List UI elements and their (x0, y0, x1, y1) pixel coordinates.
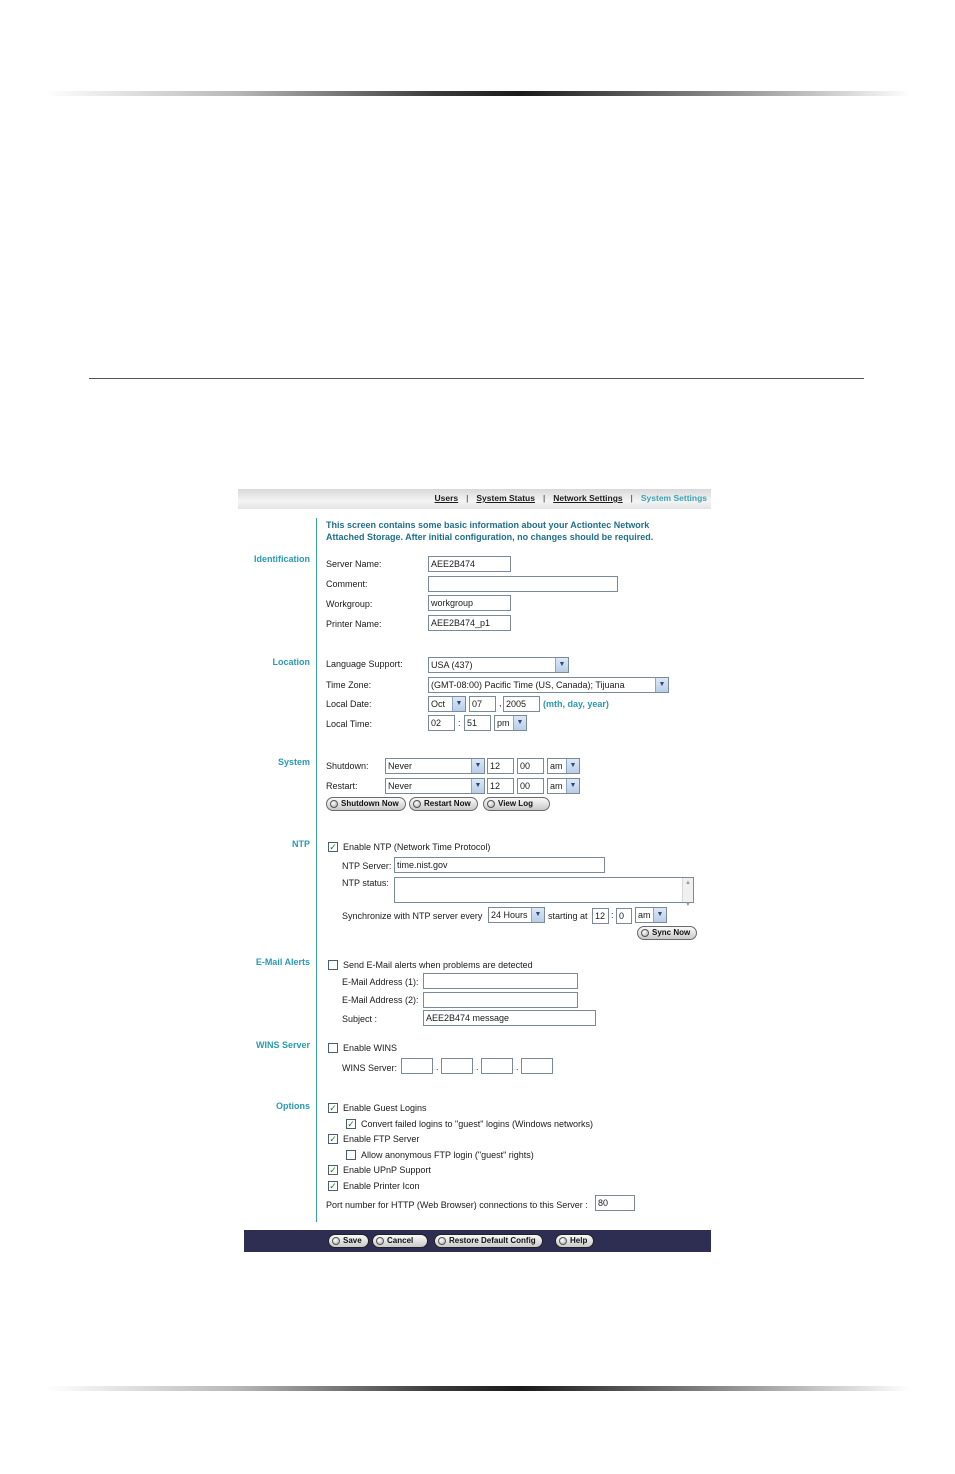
workgroup-label: Workgroup: (326, 599, 373, 609)
wins-server-label: WINS Server: (342, 1063, 398, 1073)
restart-ampm-value: am (550, 781, 563, 791)
chevron-down-icon: ▼ (555, 658, 568, 672)
save-button[interactable] (328, 1234, 369, 1248)
save-label: Save (343, 1236, 362, 1245)
workgroup-input[interactable]: workgroup (428, 595, 511, 611)
printer-name-input[interactable]: AEE2B474_p1 (428, 615, 511, 631)
wins-ip-octet-4-input[interactable] (521, 1058, 553, 1074)
email-subject-label: Subject : (342, 1014, 378, 1024)
ntp-start-colon: : (611, 910, 614, 920)
email-address-1-input[interactable] (423, 973, 578, 989)
date-year-input[interactable]: 2005 (503, 696, 540, 712)
enable-ntp-label: Enable NTP (Network Time Protocol) (343, 842, 491, 852)
cancel-button[interactable] (372, 1234, 428, 1248)
enable-wins-label: Enable WINS (343, 1043, 398, 1053)
nav-system-status[interactable]: System Status (476, 493, 535, 503)
email-address-2-label: E-Mail Address (2): (342, 995, 419, 1005)
cancel-label: Cancel (387, 1236, 414, 1245)
enable-printer-icon-label: Enable Printer Icon (343, 1181, 420, 1191)
time-ampm-select[interactable] (494, 715, 527, 731)
shutdown-schedule-value: Never (388, 761, 413, 771)
section-label-system: System (277, 757, 310, 767)
chevron-down-icon: ▼ (531, 908, 544, 922)
chevron-down-icon: ▼ (513, 716, 526, 730)
wins-ip-dot: . (436, 1062, 439, 1072)
radio-bullet-icon (413, 800, 421, 808)
section-label-email-alerts: E-Mail Alerts (255, 957, 310, 967)
shutdown-now-button[interactable] (326, 797, 406, 811)
radio-bullet-icon (376, 1237, 384, 1245)
enable-ftp-server-checkbox[interactable]: ✓ (329, 1134, 337, 1144)
time-zone-value: (GMT-08:00) Pacific Time (US, Canada); Tijuana (431, 680, 625, 690)
email-subject-input[interactable]: AEE2B474 message (423, 1010, 596, 1026)
time-colon: : (458, 718, 461, 728)
server-name-label: Server Name: (326, 559, 382, 569)
radio-bullet-icon (487, 800, 495, 808)
shutdown-schedule-select[interactable] (385, 758, 485, 774)
radio-bullet-icon (332, 1237, 340, 1245)
enable-email-alerts-label: Send E-Mail alerts when problems are detected (343, 960, 533, 970)
section-label-options: Options (276, 1101, 310, 1111)
ntp-status-label: NTP status: (342, 878, 389, 888)
restart-hour-input[interactable]: 12 (487, 778, 514, 794)
language-support-select[interactable] (428, 657, 569, 673)
restart-minute-input[interactable]: 00 (517, 778, 544, 794)
shutdown-label: Shutdown: (326, 761, 369, 771)
enable-upnp-checkbox[interactable]: ✓ (329, 1165, 337, 1175)
enable-printer-icon-checkbox[interactable]: ✓ (329, 1181, 337, 1191)
intro-text: This screen contains some basic information about your Actiontec Network Attached Storage. After initial configuration, no changes should be required. (326, 520, 654, 542)
date-comma: , (499, 698, 502, 708)
enable-ftp-server-label: Enable FTP Server (343, 1134, 420, 1144)
section-label-identification: Identification (254, 554, 310, 564)
wins-ip-dot: . (476, 1062, 479, 1072)
sync-interval-value: 24 Hours (491, 910, 528, 920)
enable-guest-logins-label: Enable Guest Logins (343, 1103, 427, 1113)
local-time-label: Local Time: (326, 719, 373, 729)
email-address-1-label: E-Mail Address (1): (342, 977, 419, 987)
section-label-wins-server: WINS Server (255, 1040, 310, 1050)
nav-separator: | (630, 493, 633, 503)
restart-schedule-value: Never (388, 781, 413, 791)
date-day-input[interactable]: 07 (469, 696, 496, 712)
footer-action-bar (244, 1230, 711, 1252)
local-date-label: Local Date: (326, 699, 372, 709)
chevron-down-icon: ▼ (471, 759, 484, 773)
section-vertical-divider (316, 518, 317, 1222)
radio-bullet-icon (641, 929, 649, 937)
restart-schedule-select[interactable] (385, 778, 485, 794)
restore-default-config-label: Restore Default Config (449, 1236, 536, 1245)
date-month-select[interactable] (428, 696, 466, 712)
top-navigation-bar (238, 489, 711, 509)
time-zone-label: Time Zone: (326, 680, 372, 690)
convert-failed-logins-checkbox[interactable]: ✓ (347, 1119, 355, 1129)
ntp-server-label: NTP Server: (342, 861, 392, 871)
sync-now-label: Sync Now (652, 928, 691, 937)
section-divider (89, 378, 864, 379)
chevron-down-icon: ▼ (566, 759, 579, 773)
enable-email-alerts-checkbox[interactable] (328, 960, 338, 970)
shutdown-now-label: Shutdown Now (341, 799, 399, 808)
enable-ntp-checkbox[interactable]: ✓ (329, 842, 337, 852)
http-port-label: Port number for HTTP (Web Browser) connections to this Server : (326, 1200, 588, 1210)
restart-label: Restart: (326, 781, 358, 791)
comment-label: Comment: (326, 579, 368, 589)
enable-upnp-label: Enable UPnP Support (343, 1165, 431, 1175)
wins-ip-dot: . (516, 1062, 519, 1072)
ntp-start-minute-input[interactable]: 0 (616, 908, 632, 924)
sync-interval-select[interactable] (488, 907, 545, 923)
time-zone-select[interactable] (428, 677, 669, 693)
ntp-start-ampm-select[interactable] (635, 907, 667, 923)
comment-input[interactable] (428, 576, 618, 592)
date-month-value: Oct (431, 699, 446, 709)
radio-bullet-icon (438, 1237, 446, 1245)
view-log-label: View Log (498, 799, 533, 808)
http-port-input[interactable]: 80 (595, 1195, 635, 1211)
shutdown-ampm-value: am (550, 761, 563, 771)
ntp-start-ampm-value: am (638, 910, 651, 920)
sync-interval-label: Synchronize with NTP server every (342, 911, 483, 921)
date-format-hint: (mth, day, year) (543, 699, 609, 709)
nav-users[interactable]: Users (434, 493, 459, 503)
nav-network-settings[interactable]: Network Settings (553, 493, 623, 503)
nav-separator: | (466, 493, 469, 503)
language-support-label: Language Support: (326, 659, 403, 669)
sync-now-button[interactable] (637, 926, 697, 940)
allow-anonymous-ftp-label: Allow anonymous FTP login ("guest" rights) (361, 1150, 534, 1160)
printer-name-label: Printer Name: (326, 619, 382, 629)
shutdown-hour-input[interactable]: 12 (487, 758, 514, 774)
enable-wins-checkbox[interactable] (328, 1043, 338, 1053)
nav-system-settings[interactable]: System Settings (640, 493, 707, 503)
top-decorative-rule (45, 91, 911, 96)
time-minute-input[interactable]: 51 (464, 715, 491, 731)
wins-ip-octet-1-input[interactable] (401, 1058, 433, 1074)
radio-bullet-icon (330, 800, 338, 808)
restart-ampm-select[interactable] (547, 778, 580, 794)
wins-ip-octet-3-input[interactable] (481, 1058, 513, 1074)
ntp-server-input[interactable]: time.nist.gov (394, 857, 605, 873)
chevron-down-icon: ▼ (655, 678, 668, 692)
enable-guest-logins-checkbox[interactable]: ✓ (329, 1103, 337, 1113)
nav-separator: | (542, 493, 546, 503)
ntp-start-hour-input[interactable]: 12 (592, 908, 609, 924)
allow-anonymous-ftp-checkbox[interactable] (346, 1150, 356, 1160)
server-name-input[interactable]: AEE2B474 (428, 556, 511, 572)
language-support-value: USA (437) (431, 660, 473, 670)
section-label-location: Location (272, 657, 310, 667)
chevron-down-icon: ▼ (566, 779, 579, 793)
chevron-down-icon: ▼ (452, 697, 465, 711)
scrollbar[interactable]: ▲ ▼ (682, 878, 693, 902)
restart-now-label: Restart Now (424, 799, 471, 808)
email-address-2-input[interactable] (423, 992, 578, 1008)
nav-links (435, 493, 707, 503)
starting-at-label: starting at (548, 911, 588, 921)
wins-ip-octet-2-input[interactable] (441, 1058, 473, 1074)
bottom-decorative-rule (45, 1386, 911, 1391)
chevron-down-icon: ▼ (471, 779, 484, 793)
time-ampm-value: pm (497, 718, 510, 728)
ntp-status-textarea[interactable] (394, 877, 694, 908)
view-log-button[interactable] (483, 797, 550, 811)
chevron-down-icon: ▼ (653, 908, 666, 922)
system-settings-screenshot (238, 489, 711, 1254)
restart-now-button[interactable] (409, 797, 478, 811)
section-label-ntp: NTP (292, 839, 310, 849)
convert-failed-logins-label: Convert failed logins to "guest" logins (Windows networks) (361, 1119, 593, 1129)
time-hour-input[interactable]: 02 (428, 715, 455, 731)
help-button[interactable] (555, 1234, 594, 1248)
shutdown-minute-input[interactable]: 00 (517, 758, 544, 774)
help-label: Help (570, 1236, 588, 1245)
restore-default-config-button[interactable] (434, 1234, 543, 1248)
shutdown-ampm-select[interactable] (547, 758, 580, 774)
radio-bullet-icon (559, 1237, 567, 1245)
